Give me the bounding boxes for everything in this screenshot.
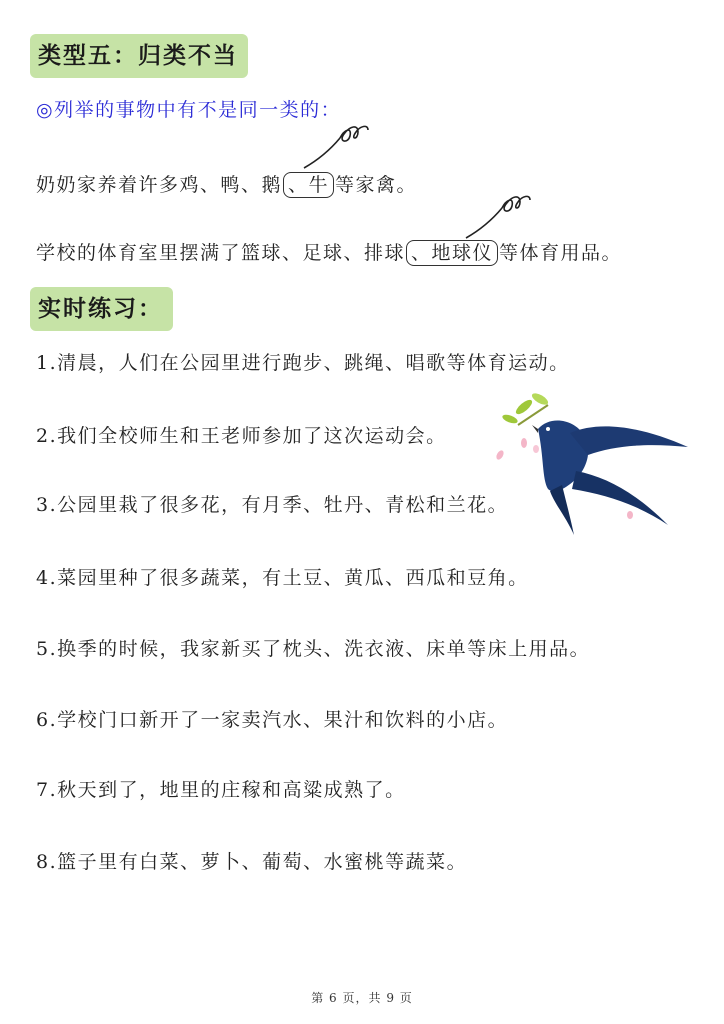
section-title-badge xyxy=(30,34,248,78)
example-line-1 xyxy=(36,170,417,197)
practice-item-5: 5.换季的时候，我家新买了枕头、洗衣液、床单等床上用品。 xyxy=(36,638,591,660)
practice-item-3: 3.公园里栽了很多花，有月季、牡丹、青松和兰花。 xyxy=(36,494,509,516)
example-line-2 xyxy=(36,238,622,265)
deletion-loop-mark-icon xyxy=(462,192,534,242)
practice-item-6: 6.学校门口新开了一家卖汽水、果汁和饮料的小店。 xyxy=(36,709,509,731)
example-2-comma: 、 xyxy=(411,242,432,264)
rule-line xyxy=(36,95,341,122)
page-footer: 第 6 页，共 9 页 xyxy=(311,991,413,1005)
example-1-boxed-text: 牛 xyxy=(308,174,330,196)
example-2-boxed-text: 地球仪 xyxy=(431,242,494,264)
practice-item-7: 7.秋天到了，地里的庄稼和高粱成熟了。 xyxy=(36,779,406,801)
deletion-loop-mark-icon xyxy=(300,122,372,172)
example-1-tail: 等家禽。 xyxy=(335,174,418,196)
swallow-illustration-icon xyxy=(488,385,698,545)
example-2-boxed-word xyxy=(406,240,498,266)
example-1-comma: 、 xyxy=(288,174,309,196)
practice-title-badge xyxy=(30,287,173,331)
section-title: 类型五：归类不当 xyxy=(38,42,238,69)
example-2-text: 学校的体育室里摆满了篮球、足球、排球 xyxy=(36,242,406,264)
example-1-boxed-word xyxy=(283,172,334,198)
rule-text: ◎列举的事物中有不是同一类的： xyxy=(36,99,342,121)
example-2-tail: 等体育用品。 xyxy=(499,242,623,264)
practice-item-2: 2.我们全校师生和王老师参加了这次运动会。 xyxy=(36,425,447,447)
example-1-text: 奶奶家养着许多鸡、鸭、鹅 xyxy=(36,174,283,196)
practice-item-8: 8.篮子里有白菜、萝卜、葡萄、水蜜桃等蔬菜。 xyxy=(36,851,468,873)
practice-item-1: 1.清晨，人们在公园里进行跑步、跳绳、唱歌等体育运动。 xyxy=(36,352,570,374)
practice-item-4: 4.菜园里种了很多蔬菜，有土豆、黄瓜、西瓜和豆角。 xyxy=(36,567,529,589)
practice-title: 实时练习： xyxy=(38,295,163,322)
